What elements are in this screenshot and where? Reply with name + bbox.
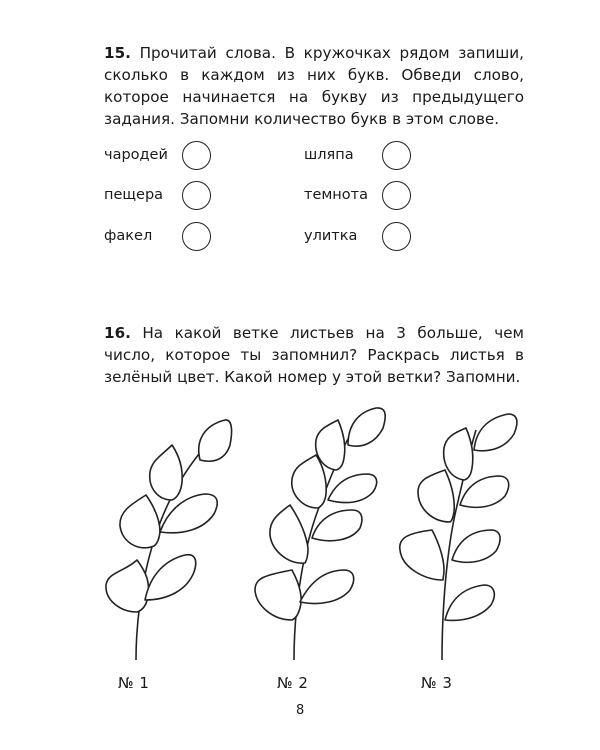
leaf[interactable] [145,555,196,600]
leaf[interactable] [120,495,160,548]
word-label: факел [104,228,153,244]
leaf[interactable] [300,570,354,604]
word-row [304,219,411,253]
letter-count-circle[interactable] [182,141,211,170]
leaf[interactable] [348,408,385,446]
leaf[interactable] [292,455,326,508]
leaf[interactable] [150,445,182,500]
leaf[interactable] [452,530,500,562]
letter-count-circle[interactable] [182,181,211,210]
word-row [304,178,411,212]
task-15-text [104,42,524,130]
branch-1-label: № 1 [118,674,150,692]
word-label: темнота [304,187,368,203]
task-16-instructions: На какой ветке листьев на 3 больше, чем число, которое ты запомнил? Раскрась листья в зелёный цвет. Какой номер у этой ветки? Запомни. [104,324,525,386]
page-number: 8 [296,703,305,718]
letter-count-circle[interactable] [382,141,411,170]
task-16-text [104,322,524,388]
leaf[interactable] [444,428,473,480]
branches-illustration [0,395,600,665]
branch-2[interactable] [255,408,385,660]
task-16-number: 16. [104,324,131,342]
branch-3-label: № 3 [421,674,453,692]
leaf[interactable] [312,510,362,541]
word-row [104,138,211,172]
word-row [304,138,411,172]
word-row [104,178,211,212]
branch-3[interactable] [400,414,517,660]
leaf[interactable] [445,585,494,620]
word-label: улитка [304,228,358,244]
word-label: пещера [104,187,164,203]
word-label: чародей [104,147,168,163]
letter-count-circle[interactable] [382,181,411,210]
letter-count-circle[interactable] [182,222,211,251]
leaf[interactable] [460,476,509,507]
leaf[interactable] [270,505,308,563]
leaf[interactable] [199,420,232,461]
leaf[interactable] [400,530,444,580]
leaf[interactable] [106,560,149,612]
branch-2-label: № 2 [277,674,309,692]
leaf[interactable] [328,474,377,503]
task-15-number: 15. [104,44,131,62]
word-row [104,219,211,253]
word-label: шляпа [304,147,354,163]
task-15-instructions: Прочитай слова. В кружочках рядом запиши, сколько в каждом из них букв. Обведи слово, которое начинается на букву из предыдущего задания. Запомни количество букв в этом слове. [104,44,525,128]
leaf[interactable] [255,570,301,620]
leaf[interactable] [418,470,454,522]
letter-count-circle[interactable] [382,222,411,251]
branch-1[interactable] [106,420,232,660]
leaf[interactable] [474,414,517,451]
